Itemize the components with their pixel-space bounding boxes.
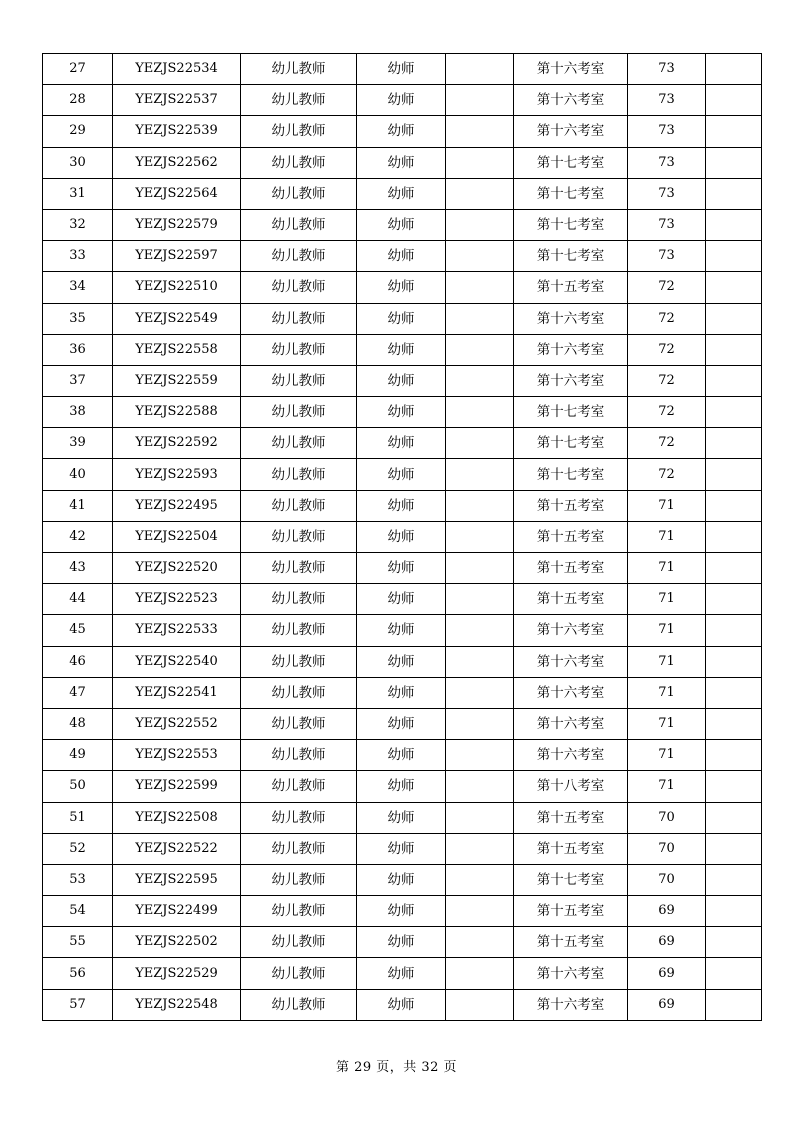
cell-serial-number: 57: [43, 989, 113, 1020]
cell-remark: [706, 802, 762, 833]
cell-score: 70: [628, 864, 706, 895]
cell-score: 73: [628, 85, 706, 116]
cell-remark: [706, 303, 762, 334]
cell-remark: [706, 428, 762, 459]
table-row: [43, 740, 762, 771]
cell-blank: [446, 864, 514, 895]
cell-position: 幼师: [357, 833, 446, 864]
table-row: [43, 864, 762, 895]
cell-serial-number: 32: [43, 209, 113, 240]
cell-exam-room: 第十五考室: [514, 927, 628, 958]
cell-exam-room: 第十六考室: [514, 615, 628, 646]
cell-blank: [446, 209, 514, 240]
cell-exam-id: YEZJS22502: [113, 927, 241, 958]
cell-job-category: 幼儿教师: [241, 178, 357, 209]
cell-job-category: 幼儿教师: [241, 646, 357, 677]
cell-score: 71: [628, 584, 706, 615]
cell-exam-id: YEZJS22599: [113, 771, 241, 802]
cell-serial-number: 54: [43, 896, 113, 927]
cell-serial-number: 44: [43, 584, 113, 615]
cell-exam-id: YEZJS22508: [113, 802, 241, 833]
cell-remark: [706, 615, 762, 646]
table-row: [43, 646, 762, 677]
cell-position: 幼师: [357, 241, 446, 272]
cell-blank: [446, 272, 514, 303]
cell-exam-room: 第十五考室: [514, 553, 628, 584]
cell-score: 72: [628, 397, 706, 428]
cell-job-category: 幼儿教师: [241, 989, 357, 1020]
cell-blank: [446, 459, 514, 490]
cell-score: 71: [628, 740, 706, 771]
cell-exam-id: YEZJS22595: [113, 864, 241, 895]
cell-exam-id: YEZJS22562: [113, 147, 241, 178]
cell-exam-room: 第十五考室: [514, 521, 628, 552]
cell-exam-room: 第十六考室: [514, 677, 628, 708]
cell-blank: [446, 553, 514, 584]
cell-remark: [706, 178, 762, 209]
cell-serial-number: 43: [43, 553, 113, 584]
cell-blank: [446, 771, 514, 802]
cell-exam-room: 第十五考室: [514, 272, 628, 303]
cell-remark: [706, 54, 762, 85]
cell-exam-room: 第十七考室: [514, 178, 628, 209]
cell-exam-room: 第十六考室: [514, 54, 628, 85]
cell-serial-number: 50: [43, 771, 113, 802]
cell-position: 幼师: [357, 334, 446, 365]
cell-job-category: 幼儿教师: [241, 802, 357, 833]
cell-blank: [446, 334, 514, 365]
cell-score: 70: [628, 833, 706, 864]
cell-job-category: 幼儿教师: [241, 365, 357, 396]
table-row: [43, 85, 762, 116]
cell-score: 72: [628, 303, 706, 334]
cell-job-category: 幼儿教师: [241, 303, 357, 334]
cell-serial-number: 35: [43, 303, 113, 334]
cell-blank: [446, 958, 514, 989]
cell-exam-room: 第十六考室: [514, 646, 628, 677]
cell-job-category: 幼儿教师: [241, 334, 357, 365]
cell-remark: [706, 272, 762, 303]
cell-score: 71: [628, 677, 706, 708]
cell-blank: [446, 740, 514, 771]
cell-score: 70: [628, 802, 706, 833]
cell-serial-number: 29: [43, 116, 113, 147]
cell-exam-id: YEZJS22504: [113, 521, 241, 552]
cell-remark: [706, 864, 762, 895]
cell-position: 幼师: [357, 116, 446, 147]
cell-exam-id: YEZJS22597: [113, 241, 241, 272]
cell-exam-id: YEZJS22523: [113, 584, 241, 615]
cell-job-category: 幼儿教师: [241, 927, 357, 958]
table-row: [43, 615, 762, 646]
cell-job-category: 幼儿教师: [241, 490, 357, 521]
cell-serial-number: 38: [43, 397, 113, 428]
table-row: [43, 490, 762, 521]
cell-serial-number: 37: [43, 365, 113, 396]
cell-position: 幼师: [357, 272, 446, 303]
table-row: [43, 896, 762, 927]
cell-exam-room: 第十五考室: [514, 584, 628, 615]
cell-exam-id: YEZJS22564: [113, 178, 241, 209]
cell-position: 幼师: [357, 397, 446, 428]
cell-score: 71: [628, 553, 706, 584]
cell-remark: [706, 740, 762, 771]
cell-blank: [446, 584, 514, 615]
cell-blank: [446, 303, 514, 334]
cell-job-category: 幼儿教师: [241, 584, 357, 615]
cell-job-category: 幼儿教师: [241, 896, 357, 927]
cell-blank: [446, 490, 514, 521]
table-row: [43, 272, 762, 303]
cell-serial-number: 52: [43, 833, 113, 864]
table-row: [43, 209, 762, 240]
cell-score: 73: [628, 54, 706, 85]
table-row: [43, 116, 762, 147]
cell-blank: [446, 896, 514, 927]
cell-job-category: 幼儿教师: [241, 677, 357, 708]
cell-remark: [706, 116, 762, 147]
cell-remark: [706, 85, 762, 116]
cell-remark: [706, 490, 762, 521]
cell-job-category: 幼儿教师: [241, 740, 357, 771]
cell-position: 幼师: [357, 958, 446, 989]
cell-exam-id: YEZJS22534: [113, 54, 241, 85]
cell-exam-room: 第十六考室: [514, 85, 628, 116]
cell-position: 幼师: [357, 521, 446, 552]
cell-blank: [446, 802, 514, 833]
cell-exam-room: 第十六考室: [514, 303, 628, 334]
cell-position: 幼师: [357, 864, 446, 895]
cell-remark: [706, 553, 762, 584]
cell-job-category: 幼儿教师: [241, 397, 357, 428]
table-row: [43, 771, 762, 802]
cell-blank: [446, 989, 514, 1020]
cell-serial-number: 49: [43, 740, 113, 771]
cell-remark: [706, 833, 762, 864]
cell-position: 幼师: [357, 646, 446, 677]
cell-exam-room: 第十七考室: [514, 428, 628, 459]
table-row: [43, 989, 762, 1020]
table-row: [43, 459, 762, 490]
cell-score: 69: [628, 896, 706, 927]
cell-exam-id: YEZJS22553: [113, 740, 241, 771]
cell-score: 72: [628, 428, 706, 459]
cell-score: 71: [628, 646, 706, 677]
cell-remark: [706, 147, 762, 178]
cell-score: 69: [628, 989, 706, 1020]
cell-exam-room: 第十六考室: [514, 334, 628, 365]
cell-exam-id: YEZJS22552: [113, 708, 241, 739]
cell-score: 73: [628, 209, 706, 240]
cell-blank: [446, 833, 514, 864]
cell-score: 71: [628, 708, 706, 739]
cell-position: 幼师: [357, 584, 446, 615]
cell-job-category: 幼儿教师: [241, 553, 357, 584]
cell-job-category: 幼儿教师: [241, 864, 357, 895]
cell-score: 72: [628, 334, 706, 365]
cell-position: 幼师: [357, 303, 446, 334]
cell-position: 幼师: [357, 459, 446, 490]
table-row: [43, 584, 762, 615]
cell-blank: [446, 365, 514, 396]
cell-serial-number: 31: [43, 178, 113, 209]
table-row: [43, 677, 762, 708]
table-row: [43, 927, 762, 958]
cell-remark: [706, 646, 762, 677]
cell-exam-room: 第十五考室: [514, 802, 628, 833]
cell-exam-id: YEZJS22529: [113, 958, 241, 989]
cell-blank: [446, 428, 514, 459]
cell-score: 72: [628, 272, 706, 303]
cell-serial-number: 56: [43, 958, 113, 989]
cell-exam-id: YEZJS22533: [113, 615, 241, 646]
cell-exam-id: YEZJS22593: [113, 459, 241, 490]
table-row: [43, 54, 762, 85]
cell-position: 幼师: [357, 147, 446, 178]
cell-score: 69: [628, 927, 706, 958]
cell-serial-number: 53: [43, 864, 113, 895]
cell-position: 幼师: [357, 615, 446, 646]
cell-serial-number: 39: [43, 428, 113, 459]
cell-exam-room: 第十六考室: [514, 365, 628, 396]
cell-score: 72: [628, 459, 706, 490]
table-row: [43, 178, 762, 209]
cell-serial-number: 27: [43, 54, 113, 85]
cell-position: 幼师: [357, 927, 446, 958]
cell-exam-id: YEZJS22499: [113, 896, 241, 927]
cell-remark: [706, 241, 762, 272]
cell-job-category: 幼儿教师: [241, 209, 357, 240]
cell-remark: [706, 209, 762, 240]
cell-position: 幼师: [357, 490, 446, 521]
cell-exam-room: 第十六考室: [514, 708, 628, 739]
cell-serial-number: 36: [43, 334, 113, 365]
cell-score: 71: [628, 615, 706, 646]
score-table: [42, 53, 762, 1021]
cell-exam-room: 第十七考室: [514, 397, 628, 428]
cell-remark: [706, 365, 762, 396]
cell-serial-number: 34: [43, 272, 113, 303]
cell-serial-number: 42: [43, 521, 113, 552]
cell-blank: [446, 241, 514, 272]
cell-blank: [446, 116, 514, 147]
cell-remark: [706, 334, 762, 365]
table-row: [43, 303, 762, 334]
cell-score: 71: [628, 490, 706, 521]
cell-position: 幼师: [357, 740, 446, 771]
cell-exam-room: 第十七考室: [514, 241, 628, 272]
cell-remark: [706, 459, 762, 490]
table-row: [43, 708, 762, 739]
cell-exam-room: 第十七考室: [514, 147, 628, 178]
cell-exam-id: YEZJS22549: [113, 303, 241, 334]
table-row: [43, 521, 762, 552]
cell-position: 幼师: [357, 553, 446, 584]
cell-exam-id: YEZJS22541: [113, 677, 241, 708]
cell-position: 幼师: [357, 85, 446, 116]
cell-exam-id: YEZJS22592: [113, 428, 241, 459]
cell-remark: [706, 397, 762, 428]
cell-blank: [446, 85, 514, 116]
cell-serial-number: 51: [43, 802, 113, 833]
cell-exam-room: 第十六考室: [514, 116, 628, 147]
cell-job-category: 幼儿教师: [241, 147, 357, 178]
table-row: [43, 802, 762, 833]
cell-serial-number: 48: [43, 708, 113, 739]
cell-exam-id: YEZJS22540: [113, 646, 241, 677]
cell-blank: [446, 178, 514, 209]
cell-exam-id: YEZJS22495: [113, 490, 241, 521]
cell-exam-id: YEZJS22537: [113, 85, 241, 116]
cell-serial-number: 47: [43, 677, 113, 708]
cell-serial-number: 28: [43, 85, 113, 116]
cell-job-category: 幼儿教师: [241, 615, 357, 646]
cell-exam-room: 第十七考室: [514, 459, 628, 490]
cell-blank: [446, 646, 514, 677]
cell-exam-id: YEZJS22522: [113, 833, 241, 864]
cell-exam-room: 第十六考室: [514, 958, 628, 989]
cell-serial-number: 40: [43, 459, 113, 490]
cell-exam-id: YEZJS22579: [113, 209, 241, 240]
cell-job-category: 幼儿教师: [241, 521, 357, 552]
table-row: [43, 958, 762, 989]
cell-blank: [446, 677, 514, 708]
cell-job-category: 幼儿教师: [241, 958, 357, 989]
cell-blank: [446, 615, 514, 646]
cell-score: 73: [628, 147, 706, 178]
cell-serial-number: 55: [43, 927, 113, 958]
cell-position: 幼师: [357, 428, 446, 459]
cell-exam-room: 第十六考室: [514, 989, 628, 1020]
cell-position: 幼师: [357, 708, 446, 739]
cell-position: 幼师: [357, 209, 446, 240]
cell-position: 幼师: [357, 365, 446, 396]
cell-exam-id: YEZJS22559: [113, 365, 241, 396]
cell-remark: [706, 927, 762, 958]
cell-job-category: 幼儿教师: [241, 85, 357, 116]
cell-position: 幼师: [357, 771, 446, 802]
cell-exam-room: 第十五考室: [514, 490, 628, 521]
cell-exam-room: 第十七考室: [514, 864, 628, 895]
cell-exam-id: YEZJS22558: [113, 334, 241, 365]
cell-score: 71: [628, 771, 706, 802]
table-row: [43, 334, 762, 365]
table-row: [43, 428, 762, 459]
table-row: [43, 365, 762, 396]
cell-score: 71: [628, 521, 706, 552]
cell-position: 幼师: [357, 54, 446, 85]
page-number-footer: 第 29 页，共 32 页: [335, 1060, 458, 1075]
cell-exam-id: YEZJS22539: [113, 116, 241, 147]
cell-serial-number: 33: [43, 241, 113, 272]
cell-exam-room: 第十五考室: [514, 833, 628, 864]
cell-remark: [706, 958, 762, 989]
cell-job-category: 幼儿教师: [241, 833, 357, 864]
cell-blank: [446, 54, 514, 85]
cell-position: 幼师: [357, 802, 446, 833]
cell-job-category: 幼儿教师: [241, 708, 357, 739]
cell-blank: [446, 521, 514, 552]
cell-remark: [706, 584, 762, 615]
cell-position: 幼师: [357, 178, 446, 209]
cell-serial-number: 30: [43, 147, 113, 178]
cell-remark: [706, 677, 762, 708]
table-row: [43, 147, 762, 178]
cell-remark: [706, 708, 762, 739]
cell-exam-id: YEZJS22520: [113, 553, 241, 584]
cell-job-category: 幼儿教师: [241, 116, 357, 147]
cell-position: 幼师: [357, 896, 446, 927]
cell-job-category: 幼儿教师: [241, 272, 357, 303]
cell-exam-room: 第十七考室: [514, 209, 628, 240]
cell-serial-number: 45: [43, 615, 113, 646]
table-row: [43, 241, 762, 272]
cell-job-category: 幼儿教师: [241, 428, 357, 459]
cell-job-category: 幼儿教师: [241, 54, 357, 85]
cell-score: 73: [628, 178, 706, 209]
cell-score: 73: [628, 116, 706, 147]
cell-serial-number: 46: [43, 646, 113, 677]
cell-remark: [706, 771, 762, 802]
table-row: [43, 397, 762, 428]
cell-job-category: 幼儿教师: [241, 241, 357, 272]
cell-exam-id: YEZJS22548: [113, 989, 241, 1020]
cell-exam-id: YEZJS22588: [113, 397, 241, 428]
cell-blank: [446, 147, 514, 178]
cell-remark: [706, 989, 762, 1020]
cell-job-category: 幼儿教师: [241, 771, 357, 802]
table-row: [43, 833, 762, 864]
cell-blank: [446, 397, 514, 428]
cell-blank: [446, 927, 514, 958]
cell-score: 73: [628, 241, 706, 272]
table-row: [43, 553, 762, 584]
cell-exam-room: 第十八考室: [514, 771, 628, 802]
cell-position: 幼师: [357, 677, 446, 708]
cell-exam-room: 第十五考室: [514, 896, 628, 927]
cell-serial-number: 41: [43, 490, 113, 521]
cell-position: 幼师: [357, 989, 446, 1020]
cell-remark: [706, 521, 762, 552]
cell-job-category: 幼儿教师: [241, 459, 357, 490]
cell-remark: [706, 896, 762, 927]
cell-exam-id: YEZJS22510: [113, 272, 241, 303]
cell-score: 72: [628, 365, 706, 396]
cell-score: 69: [628, 958, 706, 989]
cell-exam-room: 第十六考室: [514, 740, 628, 771]
cell-blank: [446, 708, 514, 739]
table-body: [43, 54, 762, 1021]
